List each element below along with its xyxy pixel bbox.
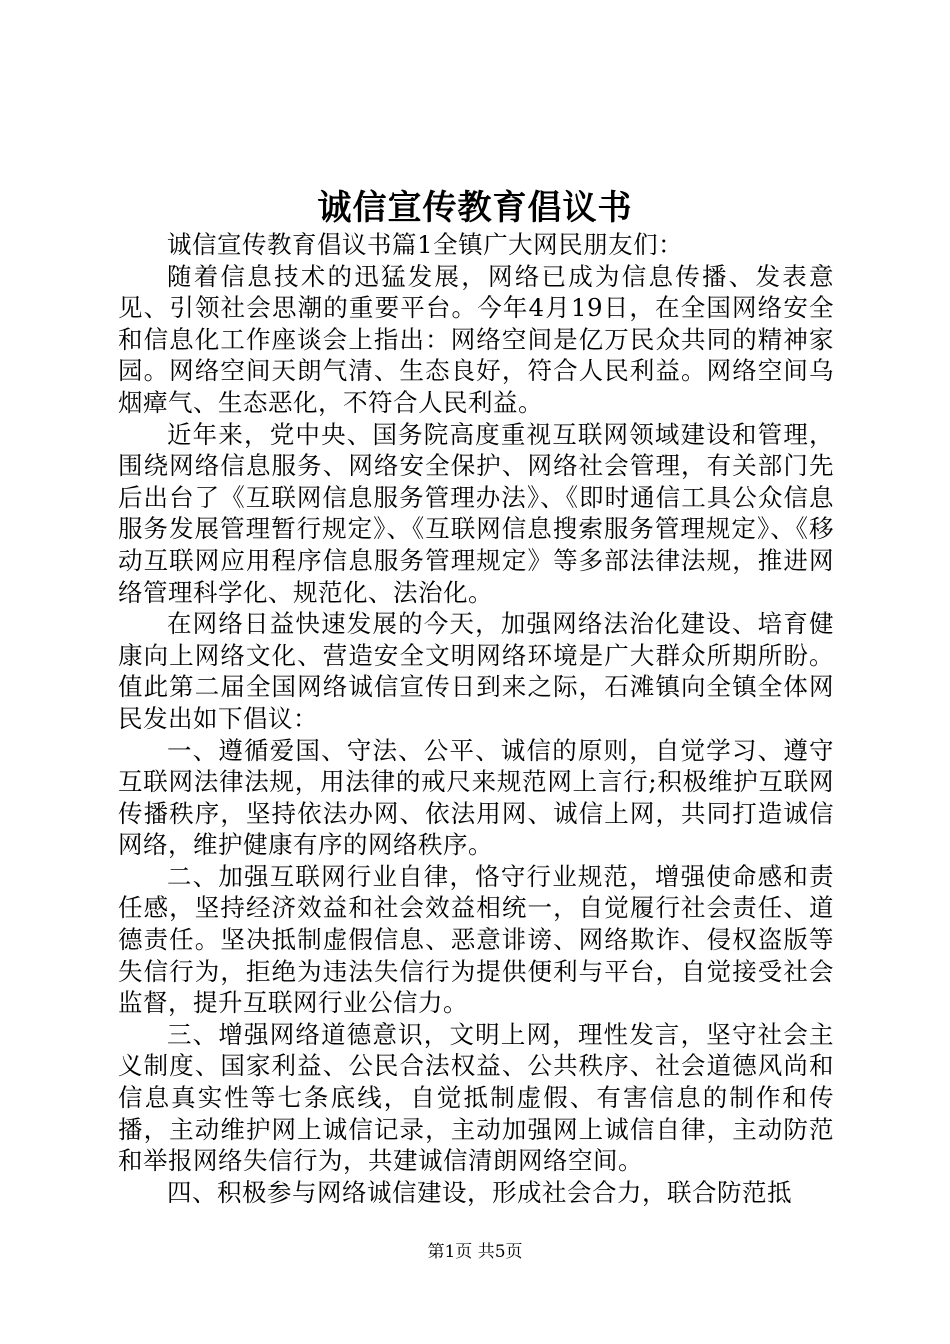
paragraph: 一、遵循爱国、守法、公平、诚信的原则，自觉学习、遵守互联网法律法规，用法律的戒尺来规范网上言行;积极维护互联网传播秩序，坚持依法办网、依法用网、诚信上网，共同打造诚信网络，维护健康有序的网络秩序。 xyxy=(118,735,834,860)
paragraph: 三、增强网络道德意识，文明上网，理性发言，坚守社会主义制度、国家利益、公民合法权益、公共秩序、社会道德风尚和信息真实性等七条底线，自觉抵制虚假、有害信息的制作和传播，主动维护网上诚信记录，主动加强网上诚信自律，主动防范和举报网络失信行为，共建诚信清朗网络空间。 xyxy=(118,1019,834,1176)
document-body xyxy=(118,229,834,1208)
paragraph: 四、积极参与网络诚信建设，形成社会合力，联合防范抵 xyxy=(167,1177,792,1207)
document-title: 诚信宣传教育倡议书 xyxy=(317,188,633,228)
page-number-footer: 第1页 共5页 xyxy=(427,1242,523,1262)
paragraph: 近年来，党中央、国务院高度重视互联网领域建设和管理，围绕网络信息服务、网络安全保护、网络社会管理，有关部门先后出台了《互联网信息服务管理办法》、《即时通信工具公众信息服务发展管理暂行规定》、《互联网信息搜索服务管理规定》、《移动互联网应用程序信息服务管理规定》等多部法律法规，推进网络管理科学化、规范化、法治化。 xyxy=(118,419,834,607)
paragraph: 随着信息技术的迅猛发展，网络已成为信息传播、发表意见、引领社会思潮的重要平台。今年4月19日，在全国网络安全和信息化工作座谈会上指出：网络空间是亿万民众共同的精神家园。网络空间天朗气清、生态良好，符合人民利益。网络空间乌烟瘴气、生态恶化，不符合人民利益。 xyxy=(118,261,834,417)
paragraph: 在网络日益快速发展的今天，加强网络法治化建设、培育健康向上网络文化、营造安全文明网络环境是广大群众所期所盼。值此第二届全国网络诚信宣传日到来之际，石滩镇向全镇全体网民发出如下倡议： xyxy=(118,609,834,733)
paragraph: 诚信宣传教育倡议书篇1全镇广大网民朋友们： xyxy=(167,230,684,259)
paragraph: 二、加强互联网行业自律，恪守行业规范，增强使命感和责任感，坚持经济效益和社会效益相统一，自觉履行社会责任、道德责任。坚决抵制虚假信息、恶意诽谤、网络欺诈、侵权盗版等失信行为，拒绝为违法失信行为提供便利与平台，自觉接受社会监督，提升互联网行业公信力。 xyxy=(118,861,834,1018)
